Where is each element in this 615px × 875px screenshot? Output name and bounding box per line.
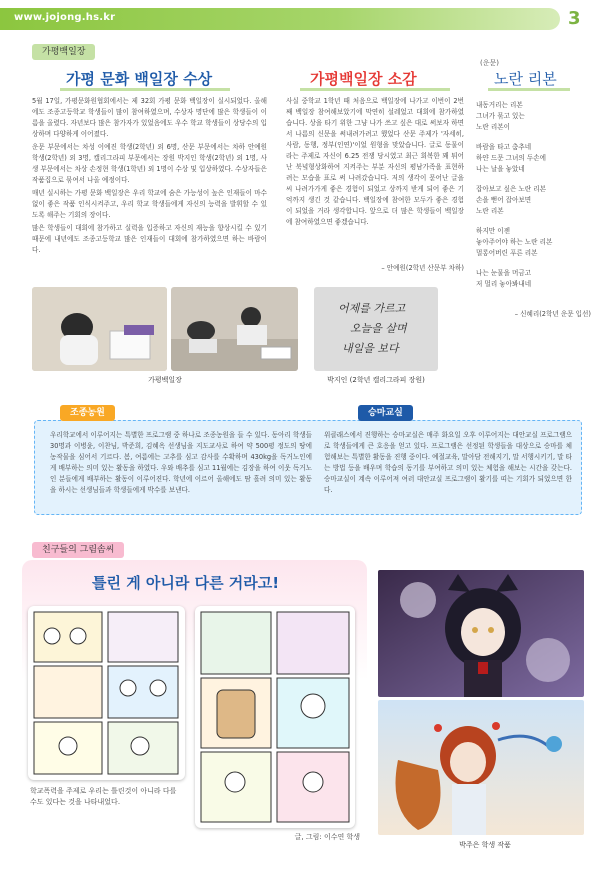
section-tag-baekiljang: 가평백일장 [32,44,95,60]
photo-caption: 가평백일장 [148,376,182,384]
illustration-caption: 박주은 학생 작품 [459,841,511,849]
essay-author: – 안예원(2학년 산문부 차하) [381,264,464,272]
illustration-image [378,700,584,835]
calligraphy-line: 내일을 보다 [342,342,399,355]
poem-body [476,100,591,299]
comic-credit: 글, 그림: 이수연 학생 [294,833,360,841]
poem-label: (운문) [480,59,499,67]
page-number: 3 [568,8,581,29]
article-paragraph: 5월 17일, 가평문화원협회에서는 제 32회 가평 문화 백일장이 실시되었다. 올해에도 조종고등학교 학생들이 많이 참여하였으며, 수상자 명단에 많은 학생들이 이름을 올렸다. 자년보다 많은 참가자가 있었음에도 우수 학교 학생들이 상당수의 입상하며 다양하게 이어졌다. [32,97,267,138]
essay-title: 가평백일장 소감 [310,70,417,88]
poem-stanza: 나는 눈물을 머금고 저 멀리 놓아봐내네 [476,269,532,288]
essay-paragraph: 사실 중학교 1학년 때 처음으로 백일장에 나가고 이번이 2번째 백일장 참여해보았기에 막연히 설레었고 대회에 참가하였습니다. 상을 타기 위한 그냥 나가 쓰고 싶은 대로 써보자 하면서 나름의 신문을 써내려가려고 했었다 산문 주제가 '자세히, 사람, 동행, 정부(인연)'이었 원형을 맞았습니다. 글로 동물이라는 주제로 자신이 6.25 전쟁 당시였고 최근 회복한 꽤 튀어난 북녘형상화하여 지켜주는 부분 자신의 평남가족을 표현하려는 모습을 표로 써 나려갔습니다. 저의 생각이 묻어난 글을 씨 나려가가게 좋은 경험이 되었고 상까지 받게 되어 좋은 기억까지 생긴 것 같습니다. 백일장에 참여한 모두가 좋은 경험이 되었을 거라 생각합니다. 앞으로 더 많은 학생들이 백일장에 참여하였으면 좋겠습니다. [286,97,464,226]
section-tag-riding: 승마교실 [358,405,413,421]
poem-stanza: 내동거리는 리본 그녀가 묶고 있는 노란 리본이 [476,101,525,131]
illustration-squirrel-girl [378,700,584,835]
title-underline [488,88,570,91]
site-url[interactable]: www.jojong.hs.kr [14,12,116,23]
header-bar [0,8,615,30]
article-paragraph: 운문 부문에서는 차성 이예진 학생(2학년) 외 6명, 산문 부문에서는 차하 안예원 학생(2학년) 외 3명, 캘리그라피 부문에서는 장원 박지인 학생(2학년) 외 1명, 사생 부문에서는 차상 손정현 학생(1학년) 외 1명이 수상 및 입상하였다. 수상자들은 작품집으로 묶여서 나올 예정이다. [32,143,267,184]
comic-panels [195,606,355,828]
calligraphy-caption: 박지인 (2학년 캘리그라피 장원) [327,376,425,384]
poem-stanza: 잡아보고 싶은 노란 리본 손을 뻗어 잡아보면 노란 리본 [476,185,546,215]
farm-text: 우리학교에서 이루어지는 특별한 프로그램 중 하나로 조종농원을 들 수 있다. 동아리 학생들 30명과 이병윤, 이찬님, 박준희, 김혜옥 선생님을 지도교사로 하여 약 500평 정도의 땅에 농작물을 심어서 기르다. 봄, 여름에는 고추를 심고 감사를 수확하며 430kg을 독거노인에게 배부하는 의미 있는 활동을 하였다. 우와 배추를 심고 11월에는 김장을 하여 이웃 독거노인 분들에게 배부하는 활동이 이루어진다. 학년에 이르어 올해에도 땀 흘려 의미 있는 활동을 하시는 선생님들과 학생들에게 박수를 보낸다. [50,431,312,494]
photo-students-writing-2 [171,287,298,371]
poem-author: – 신혜리(2학년 운문 입선) [514,310,591,318]
students-illustration [171,287,298,371]
calligraphy-artwork [314,287,438,371]
title-underline [300,88,450,91]
illustration-image [378,570,584,697]
poem-title: 노란 리본 [494,70,557,88]
article-title: 가평 문화 백일장 수상 [66,70,213,88]
article-paragraph: 많은 학생들이 대회에 참가하고 실력을 입증하고 자신의 재능을 향상시킬 수 있기 때문에 내년에도 조종고등학교 많은 인재들이 대회에 참가하였으면 하는 바람이다. [32,224,267,254]
calligraphy-line: 어제를 가르고 [338,302,406,315]
title-underline [60,88,230,91]
photo-students-writing-1 [32,287,167,371]
comic-caption: 학교폭력을 주제로 우리는 틀린것이 아니라 다를 수도 있다는 것을 나타내었다. [30,787,177,806]
calligraphy-line: 오늘을 살며 [350,322,407,335]
comic-page-1 [28,606,185,780]
illustration-cat-girl [378,570,584,697]
riding-text: 위클래스에서 진행하는 승마교실은 매주 화요일 오후 이루어지는 대안교실 프로그램으로 학생들에게 큰 호응을 얻고 있다. 프로그램은 선정된 학생들을 대상으로 승마를 체험해보는 특별한 활동을 진행 중이다. 예절교육, 말아담 전해지기, 말 서행시키기, 말 타는 방법 등을 배우며 학습의 동기를 부여하고 의미 있는 체험을 해보는 시간을 갖는다. 승마교실이 계속 이루어져 여러 대안교실 프로그램이 활기를 띠는 기회가 되었으면 한다. [324,431,573,494]
poem-stanza: 바람을 타고 춤추네 하얀 드문 그녀의 두손에 나는 날을 놓았네 [476,143,546,173]
comic-page-2 [195,606,355,828]
article-paragraph: 매년 실시하는 가평 문화 백일장은 우리 학교에 숨은 가능성이 높은 인재들이 마수 없이 좋은 작품 인식시켜주고, 우리 학교 학생들에게 자신의 능력을 발휘할 수 있도록 해주는 기회의 장이다. [32,189,267,219]
students-illustration [32,287,167,371]
section-tag-drawings: 친구들의 그림솜씨 [32,542,124,558]
essay-body [286,96,464,230]
article-body [32,96,267,258]
section-tag-farm: 조종농원 [60,405,115,421]
poem-stanza: 하지만 이젠 놓아주어야 하는 노란 리본 멀롱어버린 푸른 리본 [476,227,553,257]
comic-panels [28,606,185,780]
drawings-title: 틀린 게 아니라 다른 거라고! [92,574,280,592]
